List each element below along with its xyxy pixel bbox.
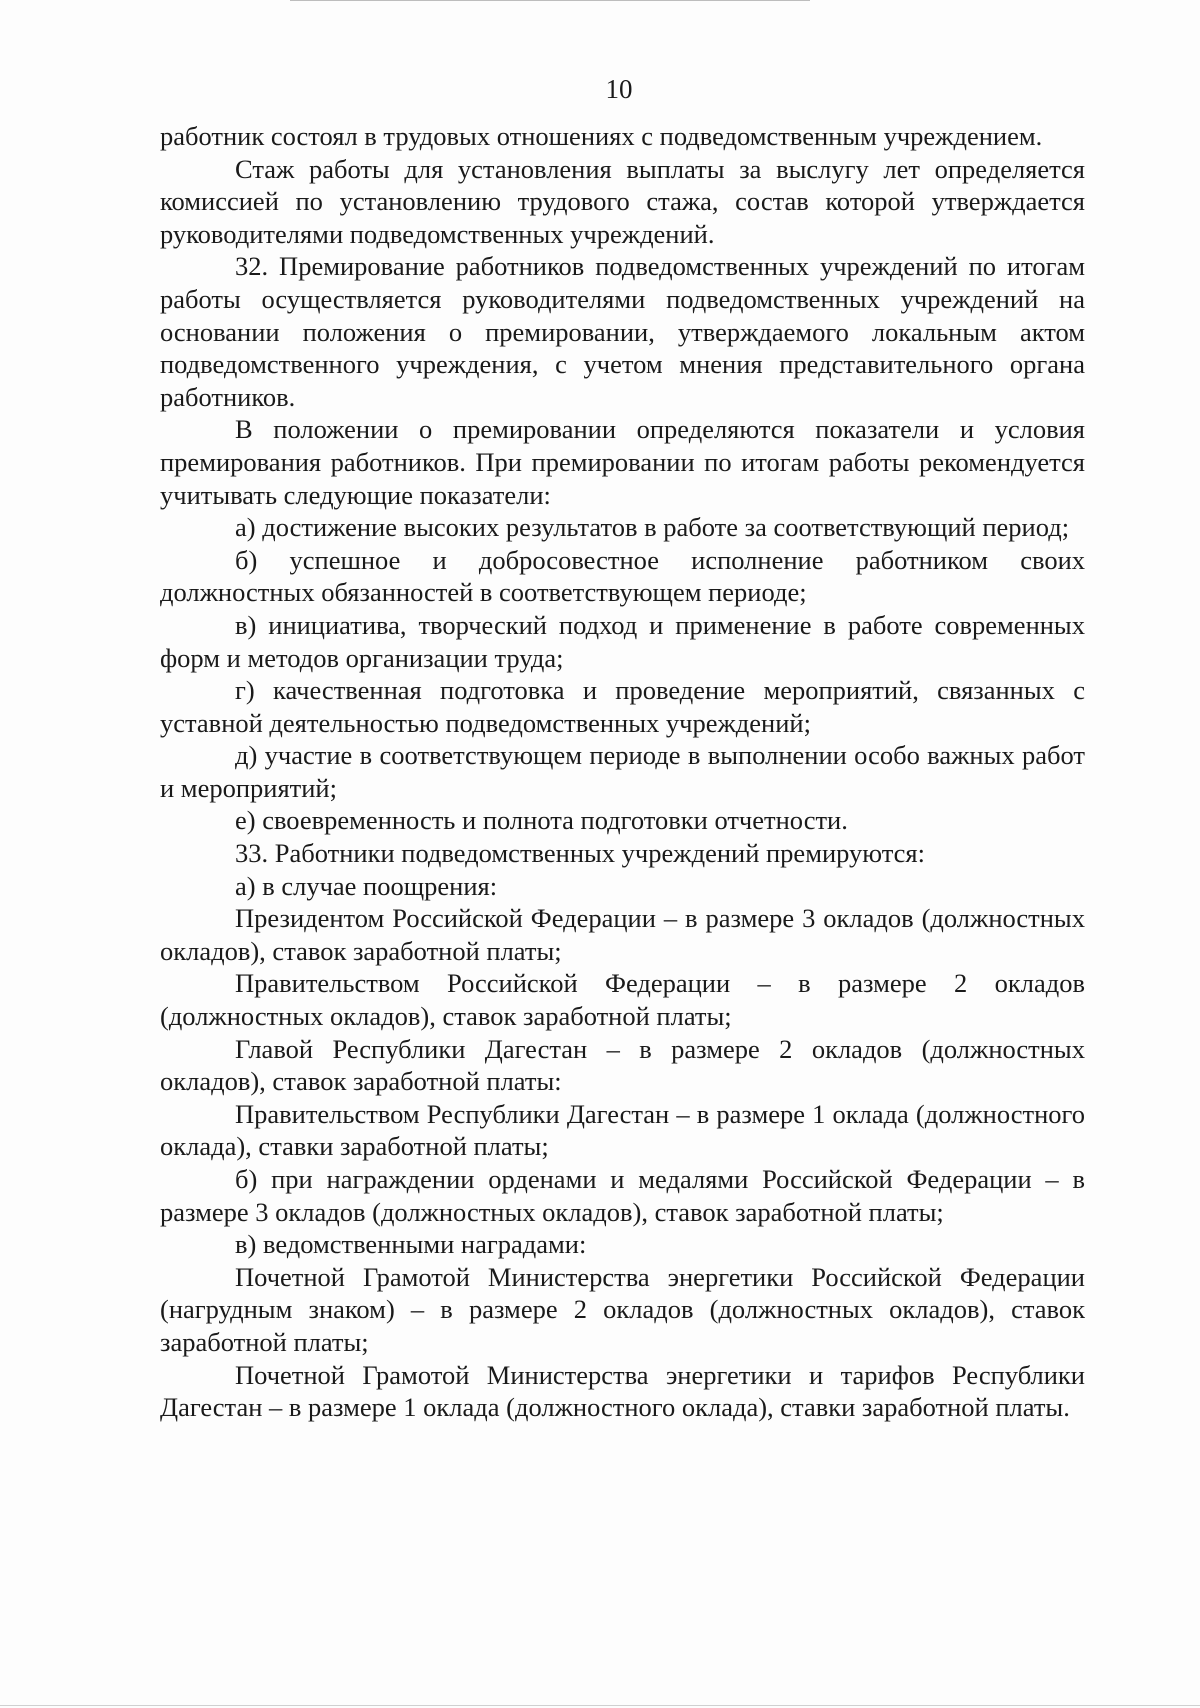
paragraph: 32. Премирование работников подведомственных учреждений по итогам работы осуществляется руководителями подведомственных учреждений на основании положения о премировании, утверждаемого локальным актом подведомственного учреждения, с учетом мнения представительного органа работников.: [160, 251, 1085, 412]
paragraph: а) достижение высоких результатов в работе за соответствующий период;: [235, 512, 1070, 543]
paragraph: в) инициатива, творческий подход и применение в работе современных форм и методов организации труда;: [160, 609, 1085, 673]
scan-edge-bottom: [0, 1705, 1200, 1706]
scan-edge-top: [290, 0, 810, 1]
paragraph: е) своевременность и полнота подготовки отчетности.: [235, 805, 848, 836]
paragraph: Правительством Республики Дагестан – в размере 1 оклада (должностного оклада), ставки заработной платы;: [160, 1098, 1085, 1162]
page-number: 10: [605, 74, 633, 104]
paragraph: б) успешное и добросовестное исполнение работником своих должностных обязанностей в соответствующем периоде;: [160, 544, 1085, 608]
paragraph: в) ведомственными наградами:: [235, 1229, 587, 1260]
paragraph: д) участие в соответствующем периоде в выполнении особо важных работ и мероприятий;: [160, 740, 1085, 803]
body-text: [160, 120, 1085, 1424]
paragraph: Президентом Российской Федерации – в размере 3 окладов (должностных окладов), ставок заработной платы;: [160, 903, 1085, 966]
paragraph: г) качественная подготовка и проведение мероприятий, связанных с уставной деятельностью подведомственных учреждений;: [160, 675, 1085, 738]
paragraph: Почетной Грамотой Министерства энергетики и тарифов Республики Дагестан – в размере 1 оклада (должностного оклада), ставки заработной платы.: [160, 1359, 1085, 1423]
paragraph: Почетной Грамотой Министерства энергетики Российской Федерации (нагрудным знаком) – в размере 2 окладов (должностных окладов), ставок заработной платы;: [160, 1261, 1085, 1357]
paragraph: работник состоял в трудовых отношениях с подведомственным учреждением.: [160, 121, 1043, 151]
paragraph: б) при награждении орденами и медалями Российской Федерации – в размере 3 окладов (должностных окладов), ставок заработной платы;: [160, 1164, 1085, 1227]
paragraph: Правительством Российской Федерации – в размере 2 окладов (должностных окладов), ставок заработной платы;: [160, 968, 1085, 1032]
paragraph: а) в случае поощрения:: [235, 870, 498, 901]
paragraph: 33. Работники подведомственных учреждений премируются:: [235, 838, 925, 869]
paragraph: В положении о премировании определяются показатели и условия премирования работников. При премировании по итогам работы рекомендуется учитывать следующие показатели:: [160, 414, 1085, 510]
paragraph: Стаж работы для установления выплаты за выслугу лет определяется комиссией по установлению трудового стажа, состав которой утверждается руководителями подведомственных учреждений.: [160, 153, 1085, 249]
paragraph: Главой Республики Дагестан – в размере 2 окладов (должностных окладов), ставок заработной платы:: [160, 1033, 1085, 1097]
